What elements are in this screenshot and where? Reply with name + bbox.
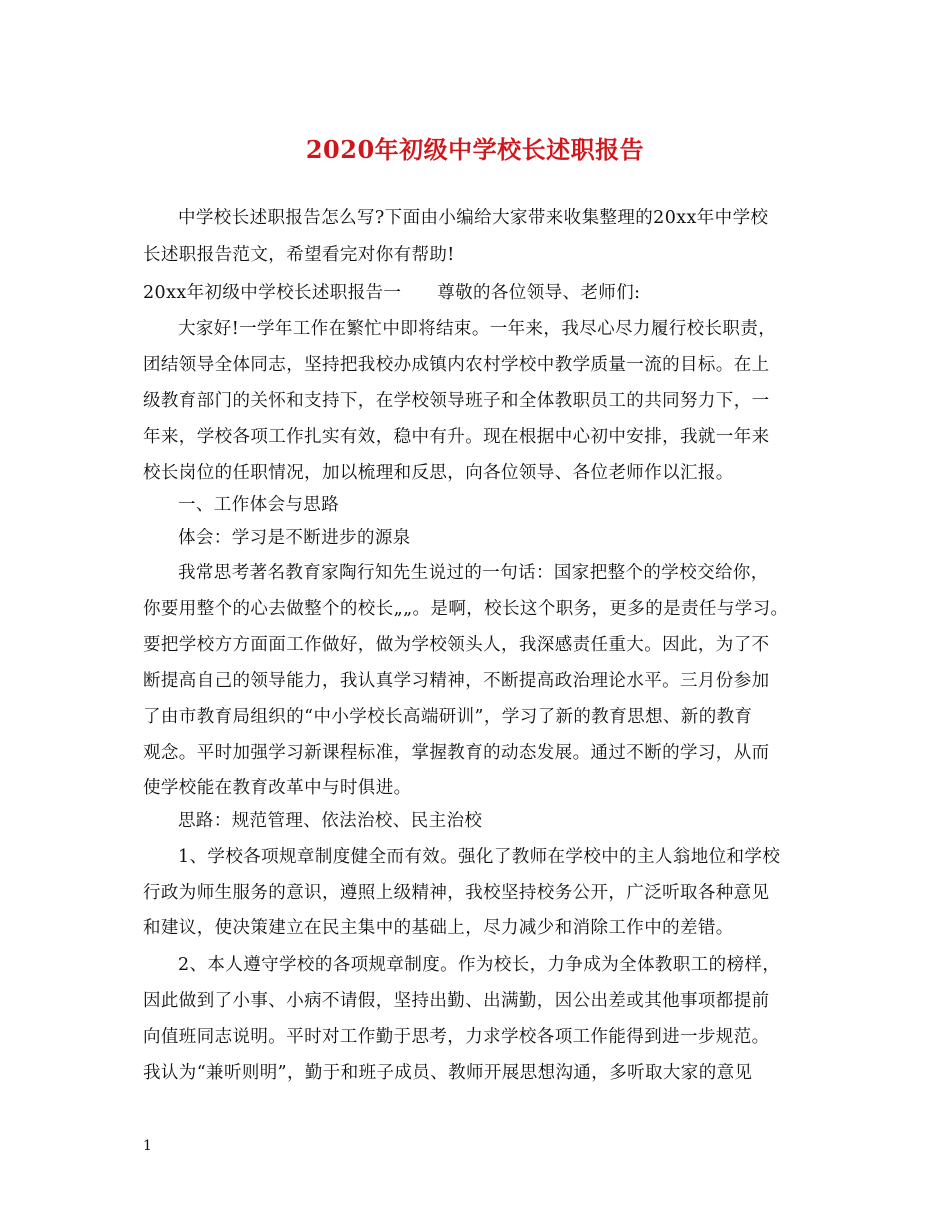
body-line: 中学校长述职报告怎么写?下面由小编给大家带来收集整理的20xx年中学校 — [178, 208, 769, 228]
body-line: 和建议，使决策建立在民主集中的基础上，尽力减少和消除工作中的差错。 — [143, 918, 734, 938]
body-line: 1、学校各项规章制度健全而有效。强化了教师在学校中的主人翁地位和学校 — [178, 847, 781, 867]
body-line: 因此做到了小事、小病不请假，坚持出勤、出满勤，因公出差或其他事项都提前 — [143, 991, 770, 1011]
body-line: 年来，学校各项工作扎实有效，稳中有升。现在根据中心初中安排，我就一年来 — [143, 427, 770, 447]
body-line: 团结领导全体同志，坚持把我校办成镇内农村学校中教学质量一流的目标。在上 — [143, 355, 770, 375]
body-line: 2、本人遵守学校的各项规章制度。作为校长，力争成为全体教职工的榜样， — [178, 955, 781, 975]
body-line: 20xx年初级中学校长述职报告一 尊敬的各位领导、老师们: — [143, 283, 641, 303]
body-line: 要把学校方方面面工作做好，做为学校领头人，我深感责任重大。因此，为了不 — [143, 635, 770, 655]
subheading: 体会：学习是不断进步的源泉 — [178, 528, 411, 548]
body-line: 向值班同志说明。平时对工作勤于思考，力求学校各项工作能得到进一步规范。 — [143, 1027, 770, 1047]
page-number: 1 — [143, 1138, 152, 1154]
body-line: 大家好!一学年工作在繁忙中即将结束。一年来，我尽心尽力履行校长职责， — [178, 319, 777, 339]
body-line: 断提高自己的领导能力，我认真学习精神，不断提高政治理论水平。三月份参加 — [143, 671, 770, 691]
body-line: 观念。平时加强学习新课程标准，掌握教育的动态发展。通过不断的学习，从而 — [143, 743, 770, 763]
document-title: 2020年初级中学校长述职报告 — [305, 135, 645, 164]
section-heading: 一、工作体会与思路 — [178, 495, 340, 515]
body-line: 我常思考著名教育家陶行知先生说过的一句话：国家把整个的学校交给你， — [178, 563, 769, 583]
body-line: 行政为师生服务的意识，遵照上级精神，我校坚持校务公开，广泛听取各种意见 — [143, 883, 770, 903]
body-line: 校长岗位的任职情况，加以梳理和反思，向各位领导、各位老师作以汇报。 — [143, 463, 734, 483]
body-line: 使学校能在教育改革中与时俱进。 — [143, 778, 412, 798]
body-line: 长述职报告范文，希望看完对你有帮助! — [143, 245, 455, 265]
subheading: 思路：规范管理、依法治校、民主治校 — [178, 811, 483, 831]
body-line: 你要用整个的心去做整个的校长„„。是啊，校长这个职务，更多的是责任与学习。 — [143, 599, 789, 619]
body-line: 级教育部门的关怀和支持下，在学校领导班子和全体教职员工的共同努力下，一 — [143, 391, 770, 411]
body-line: 了由市教育局组织的“中小学校长高端研训”，学习了新的教育思想、新的教育 — [143, 707, 753, 727]
body-line: 我认为“兼听则明”，勤于和班子成员、教师开展思想沟通，多听取大家的意见 — [143, 1063, 753, 1083]
